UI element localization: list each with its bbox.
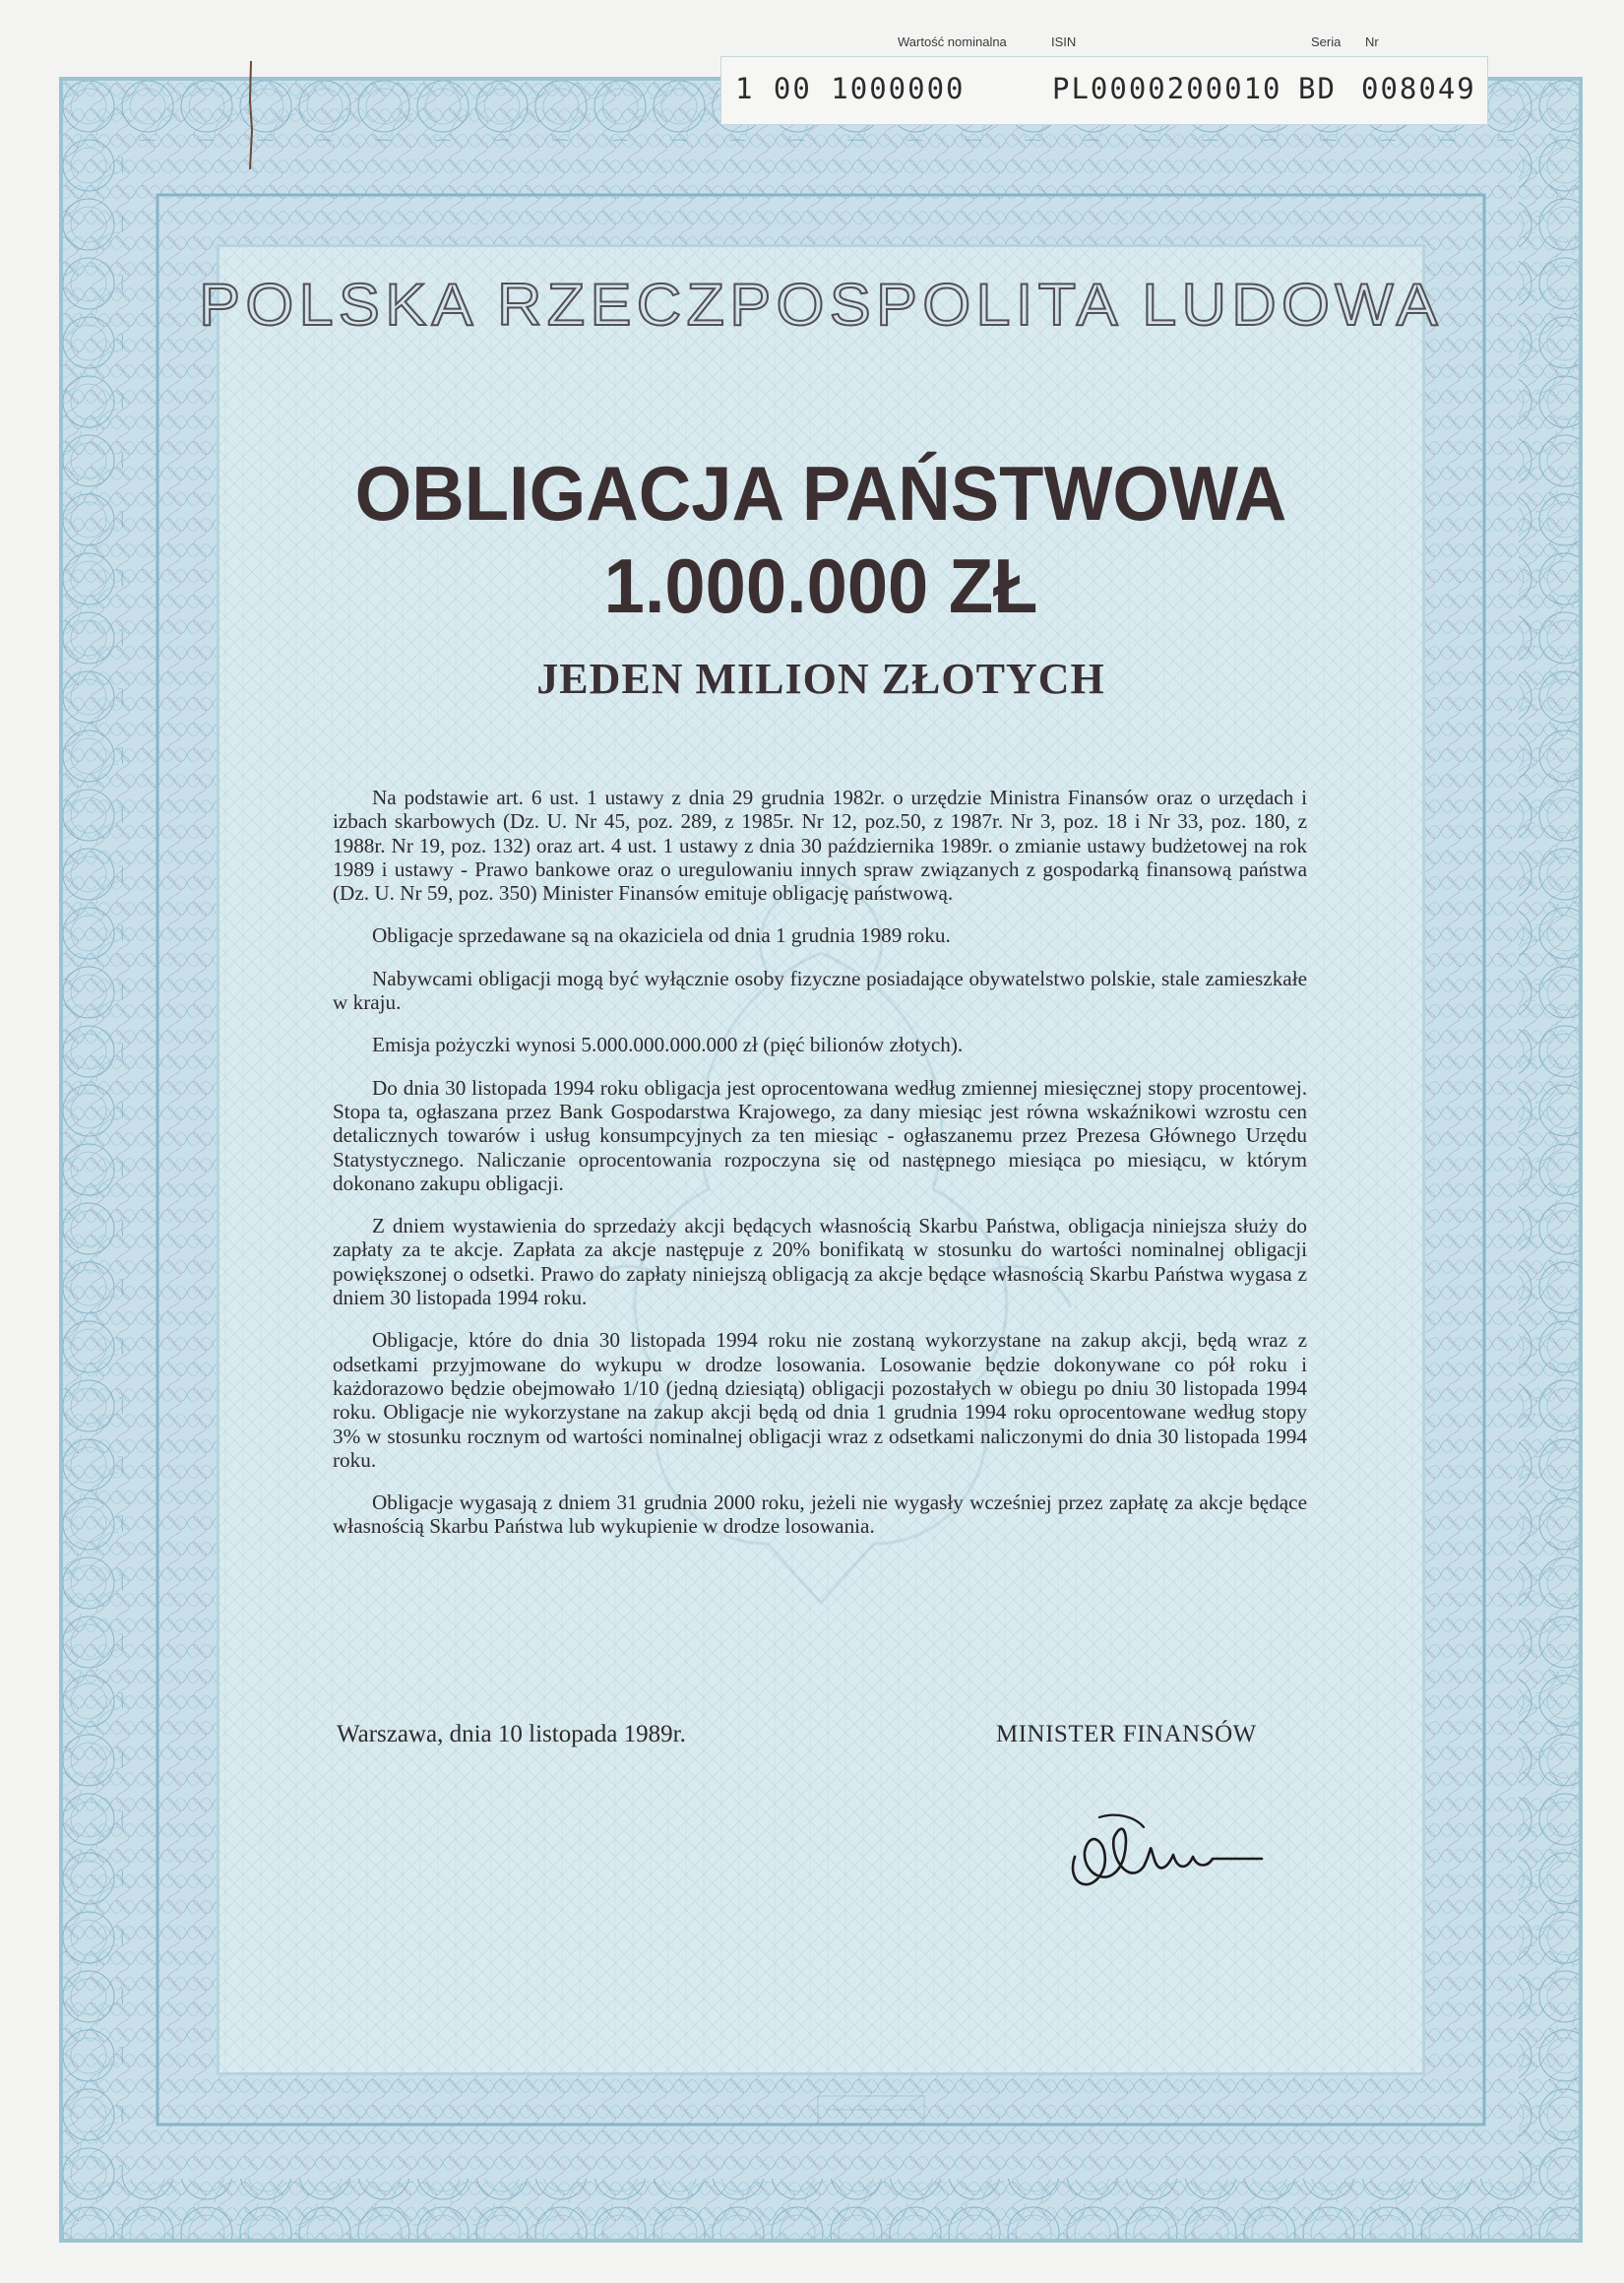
place-and-date: Warszawa, dnia 10 listopada 1989r. (337, 1721, 686, 1747)
signature (1055, 1798, 1272, 1916)
terms-paragraph: Z dniem wystawienia do sprzedaży akcji będących własnością Skarbu Państwa, obligacja niniejsza służy do zapłaty za te akcje. Zapłata za akcje następuje z 20% bonifikatą w stosunku do wartości nominalnej obligacji powiększonej o odsetki. Prawo do zapłaty niniejszą obligacją za akcje będące własnością Skarbu Państwa wygasa z dniem 30 listopada 1994 roku. (333, 1214, 1307, 1310)
terms-paragraph: Na podstawie art. 6 ust. 1 ustawy z dnia 29 grudnia 1982r. o urzędzie Ministra Finansów oraz o urzędach i izbach skarbowych (Dz. U. Nr 45, poz. 289, z 1985r. Nr 12, poz.50, z 1987r. Nr 3, poz. 18 i Nr 33, poz. 180, z 1988r. Nr 19, poz. 132) oraz art. 4 ust. 1 ustawy z dnia 30 października 1989r. o zmianie ustawy budżetowej na rok 1989 i ustawy - Prawo bankowe oraz o uregulowaniu innych spraw związanych z gospodarką finansową państwa (Dz. U. Nr 59, poz. 350) Minister Finansów emituje obligację państwową. (333, 786, 1307, 906)
terms-paragraph: Obligacje wygasają z dniem 31 grudnia 2000 roku, jeżeli nie wygasły wcześniej przez zapłatę za akcje będące własnością Skarbu Państwa lub wykupienie w drodze losowania. (333, 1490, 1307, 1539)
minister-title: MINISTER FINANSÓW (996, 1721, 1257, 1747)
caption-isin: ISIN (1051, 34, 1077, 49)
country-name: POLSKA RZECZPOSPOLITA LUDOWA (199, 272, 1443, 338)
bond-title: OBLIGACJA PAŃSTWOWA (354, 450, 1287, 537)
terms-paragraph: Nabywcami obligacji mogą być wyłącznie osoby fizyczne posiadające obywatelstwo polskie, stale zamieszkałe w kraju. (333, 966, 1307, 1015)
serial-box (720, 56, 1488, 125)
bond-amount: 1.000.000 ZŁ (603, 542, 1038, 629)
terms-paragraph: Do dnia 30 listopada 1994 roku obligacja jest oprocentowana według zmiennej miesięcznej stopy procentowej. Stopa ta, ogłaszana przez Bank Gospodarstwa Krajowego, za dany miesiąc jest równa wskaźnikowi wzrostu cen detalicznych towarów i usług konsumpcyjnych za ten miesiąc - ogłaszanemu przez Prezesa Głównego Urzędu Statystycznego. Naliczanie oprocentowania rozpoczyna się od następnego miesiąca po miesiącu, w którym dokonano zakupu obligacji. (333, 1075, 1307, 1195)
series-code: BD (1298, 72, 1337, 105)
printer-mark (817, 2095, 925, 2124)
nominal-code: 1 00 1000000 (735, 72, 966, 105)
caption-nominal-value: Wartość nominalna (898, 34, 1007, 49)
terms-paragraph: Emisja pożyczki wynosi 5.000.000.000.000 zł (pięć bilionów złotych). (372, 1033, 964, 1057)
serial-strip (720, 27, 1486, 145)
terms-paragraph: Obligacje, które do dnia 30 listopada 1994 roku nie zostaną wykorzystane na zakup akcji, będą wraz z odsetkami przyjmowane do wykupu w drodze losowania. Losowanie będzie dokonywane co pół roku i każdorazowo będzie obejmowało 1/10 (jedną dziesiątą) obligacji pozostałych w obiegu po dniu 30 listopada 1994 roku. Obligacje nie wykorzystane na zakup akcji będą od dnia 1 grudnia 1994 roku oprocentowane według stopy 3% w stosunku rocznym od wartości nominalnej obligacji wraz z odsetkami naliczonymi do dnia 30 listopada 1994 roku. (333, 1328, 1307, 1472)
bond-terms (333, 786, 1307, 1557)
caption-number: Nr (1365, 34, 1379, 49)
terms-paragraph: Obligacje sprzedawane są na okaziciela od dnia 1 grudnia 1989 roku. (372, 923, 951, 948)
serial-number: 008049 (1361, 72, 1476, 105)
scan-mark (244, 61, 258, 169)
isin-code: PL0000200010 (1052, 72, 1282, 105)
caption-series: Seria (1311, 34, 1342, 49)
amount-in-words: JEDEN MILION ZŁOTYCH (536, 655, 1105, 703)
